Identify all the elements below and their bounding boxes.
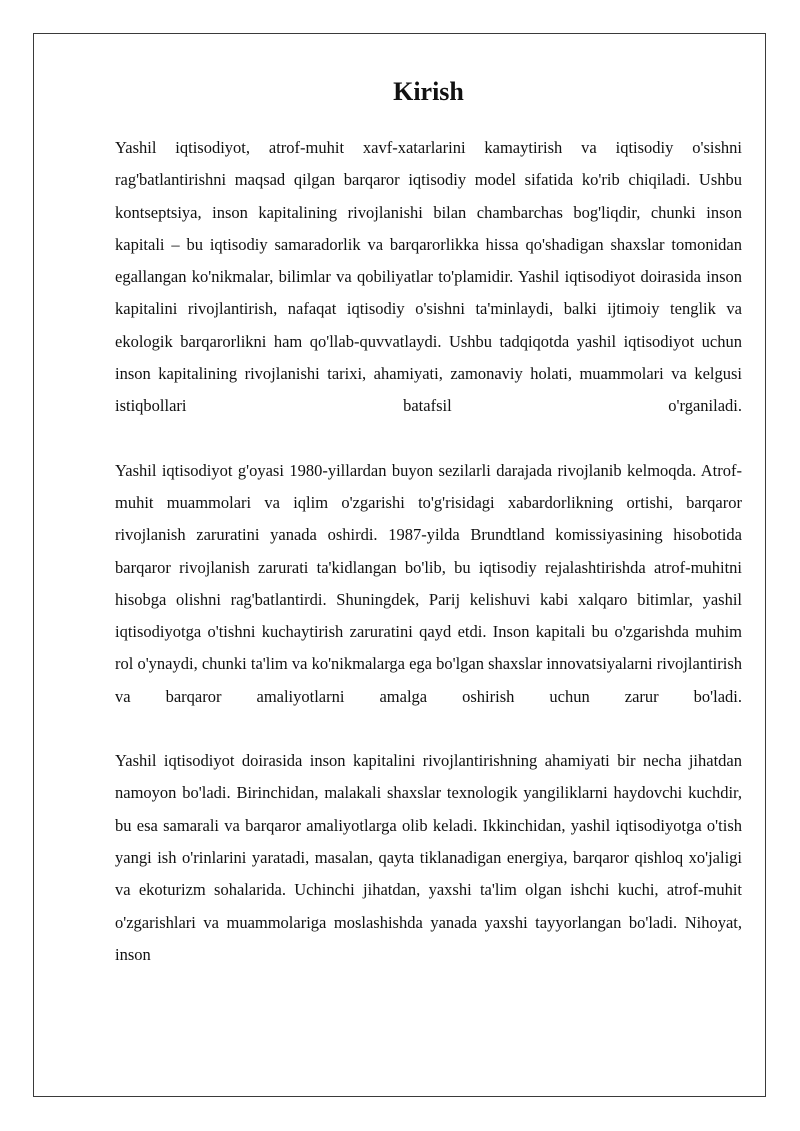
paragraph-introduction: Yashil iqtisodiyot, atrof-muhit xavf-xatarlarini kamaytirish va iqtisodiy o'sishni rag'batlantirishni maqsad qilgan barqaror iqtisodiy model sifatida ko'rib chiqiladi. Ushbu kontseptsiya, inson kapitalining rivojlanishi bilan chambarchas bog'liqdir, chunki inson kapitali – bu iqtisodiy samaradorlik va barqarorlikka hissa qo'shadigan shaxslar tomonidan egallangan ko'nikmalar, bilimlar va qobiliyatlar to'plamidir. Yashil iqtisodiyot doirasida inson kapitalini rivojlantirish, nafaqat iqtisodiy o'sishni ta'minlaydi, balki ijtimoiy tenglik va ekologik barqarorlikni ham qo'llab-quvvatlaydi. Ushbu tadqiqotda yashil iqtisodiyot uchun inson kapitalining rivojlanishi tarixi, ahamiyati, zamonaviy holati, muammolari va kelgusi istiqbollari batafsil o'rganiladi. — [115, 138, 742, 416]
paragraph-importance: Yashil iqtisodiyot doirasida inson kapitalini rivojlantirishning ahamiyati bir necha jihatdan namoyon bo'ladi. Birinchidan, malakali shaxslar texnologik yangiliklarni haydovchi kuchdir, bu esa samarali va barqaror amaliyotlarga olib keladi. Ikkinchidan, yashil iqtisodiyotga o'tish yangi ish o'rinlarini yaratadi, masalan, qayta tiklanadigan energiya, barqaror qishloq xo'jaligi va ekoturizm sohalarida. Uchinchi jihatdan, yaxshi ta'lim olgan ishchi kuchi, atrof-muhit o'zgarishlari va muammolariga moslashishda yanada yaxshi tayyorlangan bo'ladi. Nihoyat, inson — [115, 751, 742, 964]
paragraph-history: Yashil iqtisodiyot g'oyasi 1980-yillardan buyon sezilarli darajada rivojlanib kelmoqda. Atrof-muhit muammolari va iqlim o'zgarishi to'g'risidagi xabardorlikning ortishi, barqaror rivojlanish zaruratini yanada oshirdi. 1987-yilda Brundtland komissiyasining hisobotida barqaror rivojlanish zarurati ta'kidlangan bo'lib, bu iqtisodiy rejalashtirishda atrof-muhitni hisobga olishni rag'batlantirdi. Shuningdek, Parij kelishuvi kabi xalqaro bitimlar, yashil iqtisodiyotga o'tishni kuchaytirish zaruratini qayd etdi. Inson kapitali bu o'zgarishda muhim rol o'ynaydi, chunki ta'lim va ko'nikmalarga ega bo'lgan shaxslar innovatsiyalarni rivojlantirish va barqaror amaliyotlarni amalga oshirish uchun zarur bo'ladi. — [115, 460, 742, 706]
document-body — [115, 72, 742, 1003]
document-title: Kirish — [393, 77, 464, 106]
